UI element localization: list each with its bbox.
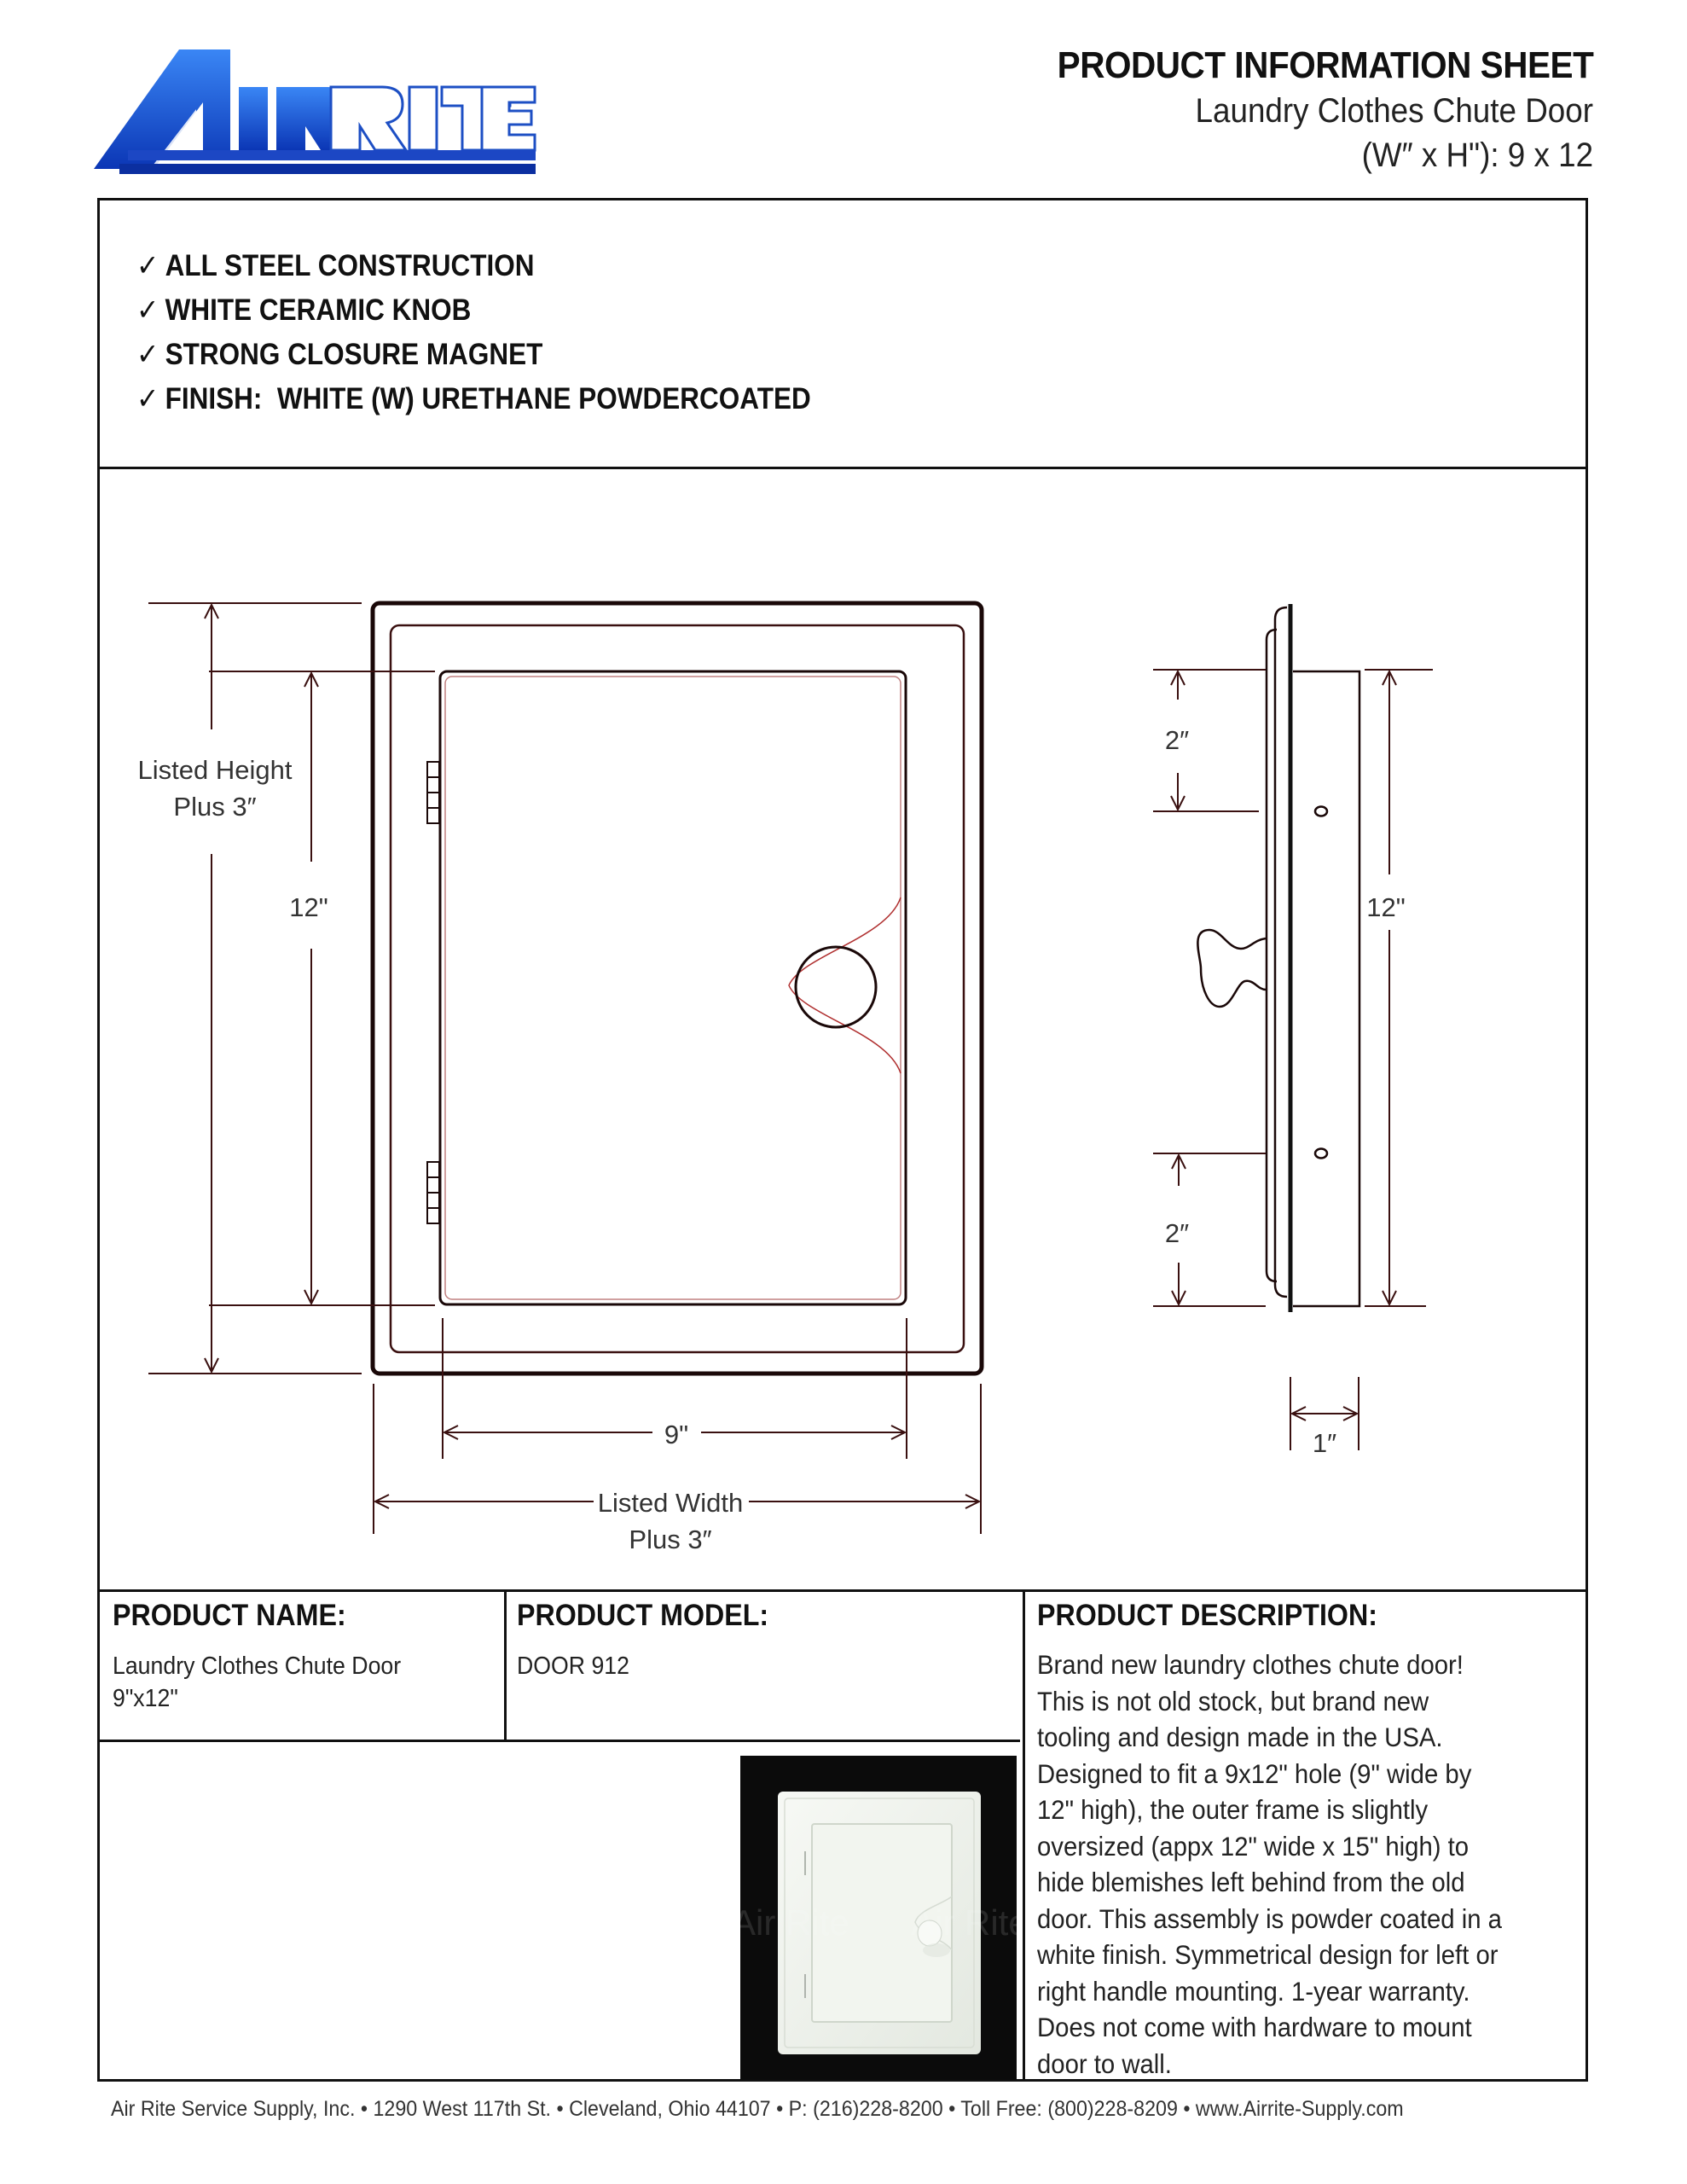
svg-text:2″: 2″: [1164, 1218, 1190, 1248]
feature-item: ✓ STRONG CLOSURE MAGNET: [136, 338, 543, 371]
checkmark-icon: ✓: [136, 382, 159, 415]
product-subtitle: Laundry Clothes Chute Door: [1195, 92, 1593, 130]
feature-item: ✓ ALL STEEL CONSTRUCTION: [136, 249, 535, 282]
sheet-title: PRODUCT INFORMATION SHEET: [1057, 44, 1593, 86]
product-name-size: 9"x12": [113, 1685, 178, 1712]
svg-text:Plus 3″: Plus 3″: [173, 792, 257, 822]
checkmark-icon: ✓: [136, 249, 159, 282]
name-model-divider: [100, 1740, 1020, 1742]
company-footer: Air Rite Service Supply, Inc. • 1290 West 117th St. • Cleveland, Ohio 44107 • P: (216)228-8200 • Toll Free: (800)228-8209 • www.Airrite-Supply.com: [111, 2097, 1404, 2121]
technical-drawing: [97, 469, 1588, 1587]
svg-text:Air Rite: Air Rite: [911, 1902, 1017, 1943]
svg-text:2″: 2″: [1164, 725, 1190, 755]
svg-text:Listed Width: Listed Width: [597, 1488, 744, 1518]
product-model-label: PRODUCT MODEL:: [517, 1599, 769, 1632]
svg-text:1″: 1″: [1312, 1428, 1337, 1458]
svg-text:Plus 3″: Plus 3″: [629, 1525, 712, 1554]
svg-text:12": 12": [289, 892, 328, 922]
checkmark-icon: ✓: [136, 338, 159, 371]
svg-text:9": 9": [664, 1420, 689, 1449]
product-name-value: Laundry Clothes Chute Door: [113, 1653, 402, 1680]
feature-item: ✓ WHITE CERAMIC KNOB: [136, 293, 472, 327]
feature-item: ✓ FINISH: WHITE (W) URETHANE POWDERCOATED: [136, 382, 811, 415]
feature-list: [136, 244, 886, 421]
product-name-label: PRODUCT NAME:: [113, 1599, 346, 1632]
airrite-logo-icon: [94, 43, 537, 179]
product-dimensions: (W″ x H"): 9 x 12: [1361, 136, 1593, 174]
product-description-text: Brand new laundry clothes chute door! This is not old stock, but brand new tooling and design made in the USA. Designed to fit a 9x12" hole (9" wide by 12" high), the outer frame is slightly oversized (appx 12" wide x 15" high) to hide blemishes left behind from the old door. This assembly is powder coated in a white finish. Symmetrical design for left or right handle mounting. 1-year warranty. Does not come with hardware to mount door to wall.: [1037, 1649, 1502, 2079]
svg-text:Listed Height: Listed Height: [137, 755, 293, 785]
name-model-separator: [504, 1589, 507, 1741]
front-view-drawing: [138, 603, 982, 1554]
side-view-drawing: [1153, 604, 1433, 1458]
description-separator: [1023, 1589, 1025, 2079]
drawing-divider: [100, 1589, 1586, 1592]
product-description-label: PRODUCT DESCRIPTION:: [1037, 1599, 1377, 1632]
product-photo: [740, 1756, 1017, 2080]
product-model-value: DOOR 912: [517, 1653, 629, 1680]
svg-text:12": 12": [1366, 892, 1406, 922]
checkmark-icon: ✓: [136, 293, 159, 327]
watermark-text: Air Rite: [740, 1902, 849, 1943]
